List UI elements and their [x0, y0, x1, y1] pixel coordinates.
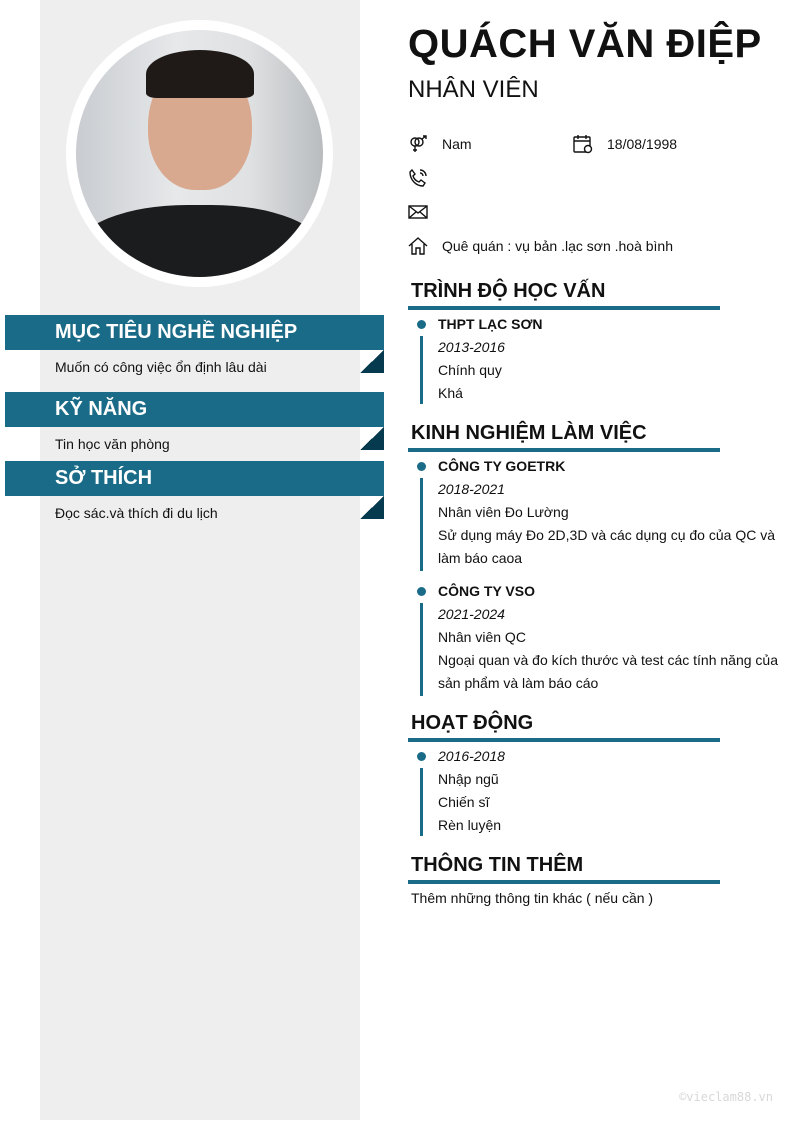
- description: Ngoại quan và đo kích thước và test các tính năng của sản phẩm và làm báo cáo: [438, 652, 778, 691]
- period: 2013-2016: [438, 339, 505, 355]
- school-name: THPT LẠC SƠN: [438, 316, 543, 332]
- bullet-dot: [417, 587, 426, 596]
- section-title-more-info: THÔNG TIN THÊM: [411, 854, 584, 876]
- mail-icon: [408, 202, 428, 222]
- bullet-dot: [417, 320, 426, 329]
- divider: [408, 448, 720, 452]
- email-row: [408, 202, 442, 222]
- bullet-dot: [417, 752, 426, 761]
- birthday-row: 18/08/1998: [573, 134, 677, 154]
- gender-icon: [408, 134, 428, 154]
- section-title-skills: KỸ NĂNG: [5, 392, 384, 427]
- timeline-bar: [420, 336, 423, 404]
- full-name: QUÁCH VĂN ĐIỆP: [408, 22, 762, 66]
- company-name: CÔNG TY VSO: [438, 583, 535, 599]
- more-info-text: Thêm những thông tin khác ( nếu cần ): [411, 890, 654, 906]
- ribbon-fold: [360, 496, 384, 519]
- section-title-education: TRÌNH ĐỘ HỌC VẤN: [411, 280, 606, 302]
- detail: Rèn luyện: [438, 817, 502, 833]
- bullet-dot: [417, 462, 426, 471]
- ribbon-fold: [360, 350, 384, 373]
- company-name: CÔNG TY GOETRK: [438, 458, 566, 474]
- home-icon: [408, 236, 428, 256]
- description: Sử dụng máy Đo 2D,3D và các dụng cụ đo của QC và làm báo caoa: [438, 527, 775, 566]
- section-title-experience: KINH NGHIỆM LÀM VIỆC: [411, 422, 647, 444]
- section-title-career-goal: MỤC TIÊU NGHỀ NGHIỆP: [5, 315, 384, 350]
- ribbon-fold: [360, 427, 384, 450]
- timeline-bar: [420, 478, 423, 571]
- phone-row: [408, 168, 442, 188]
- skills-text: Tin học văn phòng: [55, 436, 170, 452]
- timeline-bar: [420, 768, 423, 836]
- period: 2018-2021: [438, 481, 505, 497]
- divider: [408, 306, 720, 310]
- detail: Chính quy: [438, 362, 502, 378]
- watermark: ©vieclam88.vn: [679, 1090, 773, 1104]
- detail: Chiến sĩ: [438, 794, 490, 810]
- hobbies-text: Đọc sác.và thích đi du lịch: [55, 505, 218, 521]
- position: Nhân viên QC: [438, 629, 526, 645]
- period: 2021-2024: [438, 606, 505, 622]
- section-title-activities: HOẠT ĐỘNG: [411, 712, 534, 734]
- gender-row: Nam: [408, 134, 472, 154]
- detail: Khá: [438, 385, 463, 401]
- detail: Nhập ngũ: [438, 771, 499, 787]
- period: 2016-2018: [438, 748, 505, 764]
- divider: [408, 738, 720, 742]
- position: Nhân viên Đo Lường: [438, 504, 569, 520]
- career-goal-text: Muốn có công việc ổn định lâu dài: [55, 359, 267, 375]
- avatar: [66, 20, 333, 287]
- phone-icon: [408, 168, 428, 188]
- divider: [408, 880, 720, 884]
- calendar-icon: [573, 134, 593, 154]
- timeline-bar: [420, 603, 423, 696]
- section-title-hobbies: SỞ THÍCH: [5, 461, 384, 496]
- hometown-row: Quê quán : vụ bản .lạc sơn .hoà bình: [408, 236, 673, 256]
- job-title: NHÂN VIÊN: [408, 76, 539, 103]
